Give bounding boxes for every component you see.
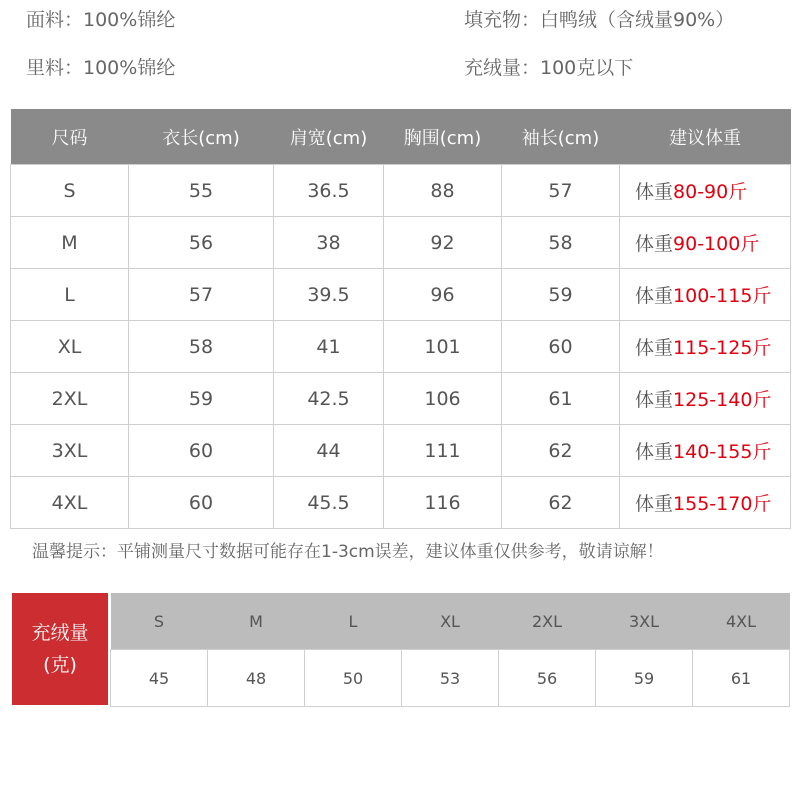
chest-cell: 101 [384,321,502,373]
length-cell: 55 [129,165,274,217]
fill-size-cell: M [208,593,305,650]
fill-amount-spec: 充绒量：100克以下 [464,57,634,79]
weight-range: 80-90斤 [673,181,748,203]
weight-prefix: 体重 [635,181,674,203]
fill-amount-label-title: 充绒量 [31,622,89,644]
header-shoulder: 肩宽(cm) [274,109,384,165]
table-row [11,373,791,425]
size-cell: S [11,165,129,217]
length-cell: 58 [129,321,274,373]
table-row [11,321,791,373]
chest-cell: 111 [384,425,502,477]
header-length: 衣长(cm) [129,109,274,165]
table-row [11,269,791,321]
weight-cell [620,217,791,269]
sleeve-cell: 59 [502,269,620,321]
size-chart-table [10,109,791,529]
size-chart-header-row [11,109,791,165]
weight-range: 90-100斤 [673,233,760,255]
chest-cell: 96 [384,269,502,321]
lining-fabric-spec: 里料：100%锦纶 [26,57,176,79]
length-cell: 59 [129,373,274,425]
length-cell: 60 [129,425,274,477]
fill-grams-cell: 59 [596,650,693,707]
fill-size-cell: 3XL [596,593,693,650]
size-cell: 2XL [11,373,129,425]
size-cell: 4XL [11,477,129,529]
fill-size-cell: 2XL [499,593,596,650]
chest-cell: 116 [384,477,502,529]
fill-amount-table [110,593,790,707]
shoulder-cell: 41 [274,321,384,373]
sleeve-cell: 62 [502,477,620,529]
sleeve-cell: 61 [502,373,620,425]
shoulder-cell: 42.5 [274,373,384,425]
fill-grams-cell: 45 [111,650,208,707]
weight-prefix: 体重 [635,493,674,515]
fill-size-cell: S [111,593,208,650]
weight-cell [620,477,791,529]
weight-cell [620,373,791,425]
fill-grams-cell: 50 [305,650,402,707]
size-cell: 3XL [11,425,129,477]
weight-range: 100-115斤 [673,285,772,307]
weight-range: 125-140斤 [673,389,772,411]
header-sleeve: 袖长(cm) [502,109,620,165]
weight-cell [620,165,791,217]
size-cell: M [11,217,129,269]
length-cell: 56 [129,217,274,269]
length-cell: 57 [129,269,274,321]
weight-cell [620,425,791,477]
shoulder-cell: 38 [274,217,384,269]
shoulder-cell: 45.5 [274,477,384,529]
sleeve-cell: 58 [502,217,620,269]
shoulder-cell: 39.5 [274,269,384,321]
sleeve-cell: 60 [502,321,620,373]
size-cell: L [11,269,129,321]
weight-prefix: 体重 [635,233,674,255]
weight-prefix: 体重 [635,389,674,411]
length-cell: 60 [129,477,274,529]
chest-cell: 88 [384,165,502,217]
fill-grams-cell: 53 [402,650,499,707]
weight-cell [620,269,791,321]
fill-grams-cell: 61 [693,650,790,707]
fill-grams-row [111,650,790,707]
header-size: 尺码 [11,109,129,165]
weight-prefix: 体重 [635,441,674,463]
table-row [11,477,791,529]
size-cell: XL [11,321,129,373]
weight-range: 155-170斤 [673,493,772,515]
chest-cell: 106 [384,373,502,425]
weight-prefix: 体重 [635,285,674,307]
measurement-note: 温馨提示：平铺测量尺寸数据可能存在1-3cm误差，建议体重仅供参考，敬请谅解！ [32,542,664,562]
shoulder-cell: 44 [274,425,384,477]
header-weight: 建议体重 [620,109,791,165]
weight-cell [620,321,791,373]
weight-prefix: 体重 [635,337,674,359]
sleeve-cell: 62 [502,425,620,477]
fill-grams-cell: 48 [208,650,305,707]
fill-size-cell: XL [402,593,499,650]
fill-size-cell: 4XL [693,593,790,650]
fill-amount-label-unit: (克) [43,654,77,676]
fill-size-row [111,593,790,650]
weight-range: 140-155斤 [673,441,772,463]
sleeve-cell: 57 [502,165,620,217]
fill-grams-cell: 56 [499,650,596,707]
weight-range: 115-125斤 [673,337,772,359]
fill-amount-label [12,593,108,705]
fill-size-cell: L [305,593,402,650]
chest-cell: 92 [384,217,502,269]
filling-spec: 填充物：白鸭绒（含绒量90%） [464,9,735,31]
shell-fabric-spec: 面料：100%锦纶 [26,9,176,31]
table-row [11,425,791,477]
header-chest: 胸围(cm) [384,109,502,165]
table-row [11,217,791,269]
shoulder-cell: 36.5 [274,165,384,217]
table-row [11,165,791,217]
